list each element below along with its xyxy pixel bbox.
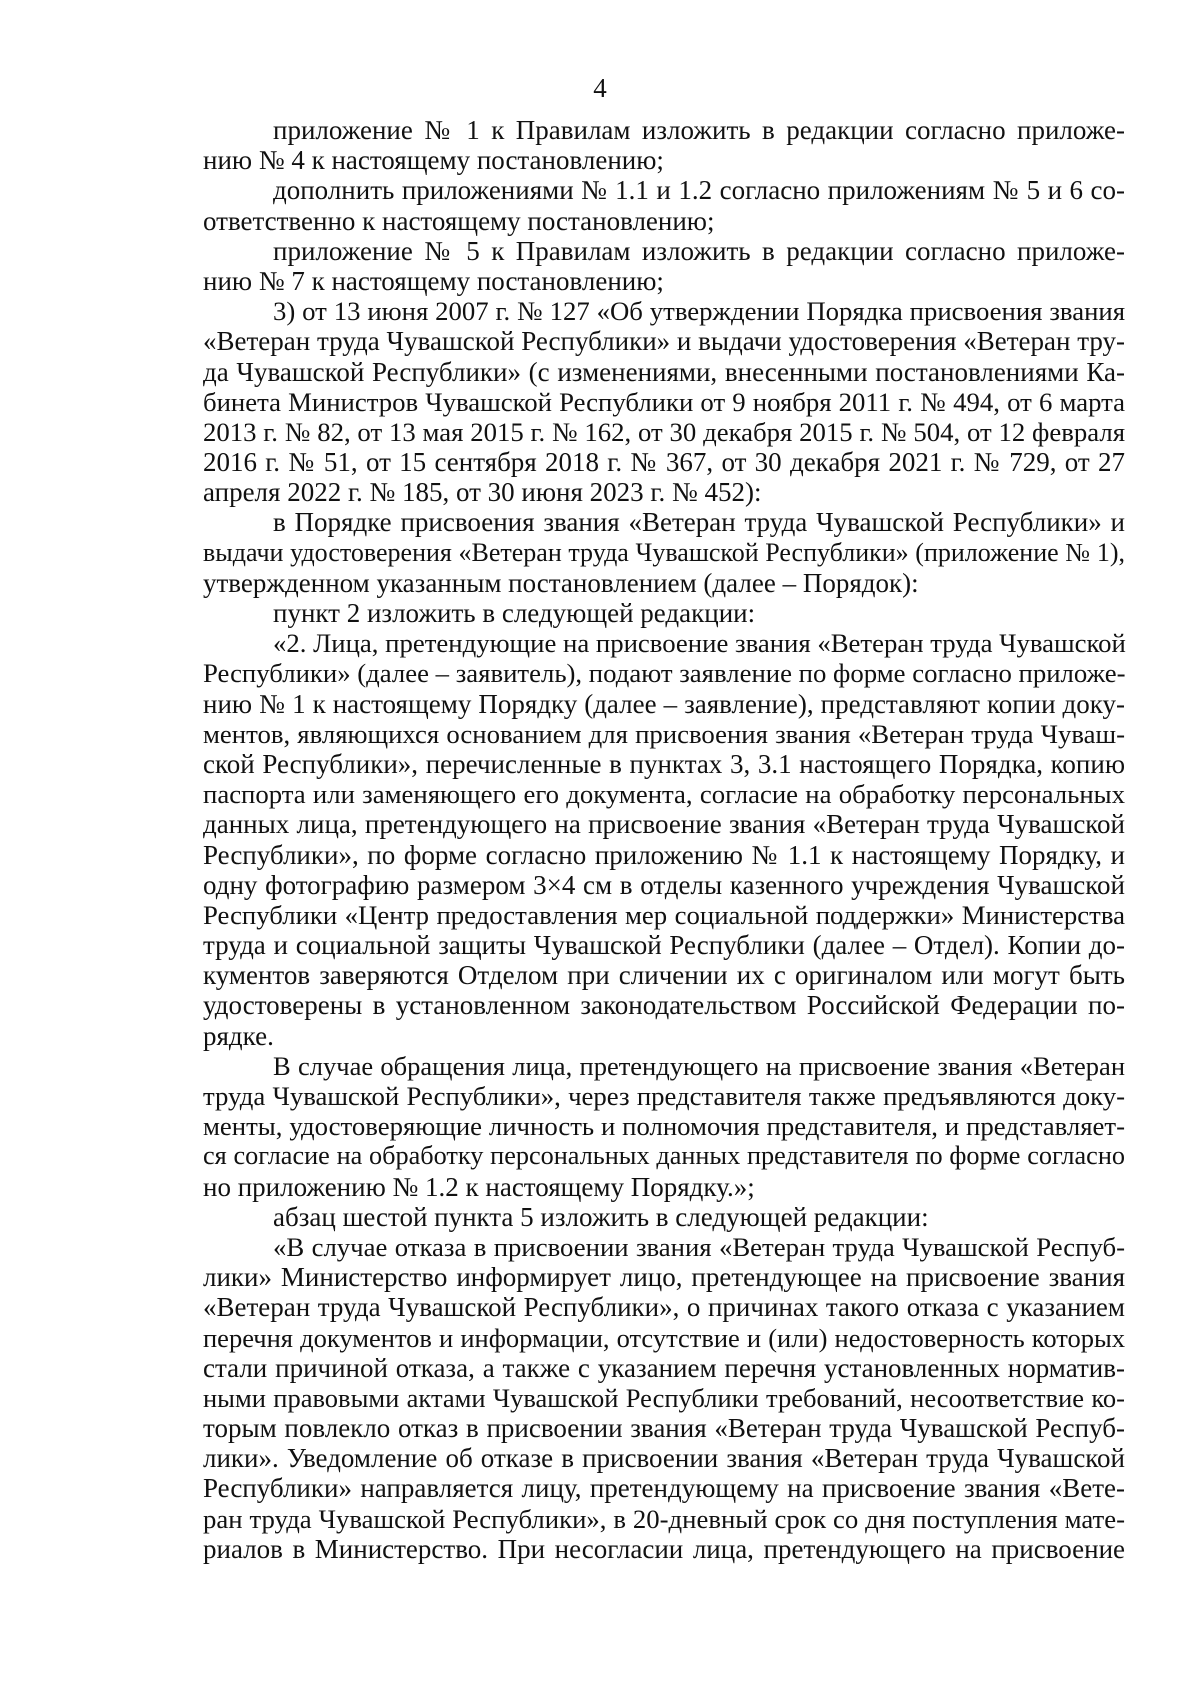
- text-line: 3) от 13 июня 2007 г. № 127 «Об утверждении Порядка присвоения звания: [273, 296, 1125, 327]
- text-line: Республики «Центр предоставления мер социальной поддержки» Министерства: [203, 899, 1125, 930]
- text-line: выдачи удостоверения «Ветеран труда Чувашской Республики» (приложение № 1),: [203, 537, 1125, 567]
- text-line: рядке.: [203, 1020, 274, 1051]
- text-line: в Порядке присвоения звания «Ветеран труда Чувашской Республики» и: [273, 507, 1125, 538]
- text-line: ся согласие на обработку персональных данных представителя по форме согласно: [203, 1141, 1125, 1171]
- text-line: утвержденном указанным постановлением (далее – Порядок):: [203, 567, 919, 598]
- text-line: «В случае отказа в присвоении звания «Ветеран труда Чувашской Респуб-: [273, 1231, 1125, 1262]
- text-line: Республики», по форме согласно приложению № 1.1 к настоящему Порядку, и: [203, 839, 1125, 870]
- text-line: труда Чувашской Республики», через представителя также предъявляются доку-: [203, 1081, 1125, 1111]
- text-line: В случае обращения лица, претендующего на присвоение звания «Ветеран: [273, 1050, 1125, 1081]
- text-line: бинета Министров Чувашской Республики от 9 ноября 2011 г. № 494, от 6 марта: [203, 386, 1125, 417]
- text-line: ской Республики», перечисленные в пунктах 3, 3.1 настоящего Порядка, копию: [203, 748, 1125, 779]
- text-line: приложение № 5 к Правилам изложить в редакции согласно приложе-: [273, 235, 1125, 266]
- text-line: приложение № 1 к Правилам изложить в редакции согласно приложе-: [273, 115, 1125, 145]
- text-line: абзац шестой пункта 5 изложить в следующей редакции:: [273, 1201, 929, 1232]
- text-line: риалов в Министерство. При несогласии лица, претендующего на присвоение: [203, 1533, 1125, 1564]
- text-line: да Чувашской Республики» (с изменениями, внесенными постановлениями Ка-: [203, 356, 1125, 387]
- text-line: торым повлекло отказ в присвоении звания «Ветеран труда Чувашской Респуб-: [203, 1413, 1125, 1444]
- text-line: Республики» (далее – заявитель), подают заявление по форме согласно приложе-: [203, 658, 1126, 689]
- text-line: ответственно к настоящему постановлению;: [203, 205, 715, 236]
- text-line: «2. Лица, претендующие на присвоение звания «Ветеран труда Чувашской: [273, 628, 1126, 659]
- text-line: менты, удостоверяющие личность и полномочия представителя, и представляет-: [203, 1111, 1125, 1142]
- page-number: 4: [593, 73, 607, 103]
- text-line: пункт 2 изложить в следующей редакции:: [273, 598, 756, 628]
- text-line: одну фотографию размером 3×4 см в отделы казенного учреждения Чувашской: [203, 869, 1125, 900]
- text-line: стали причиной отказа, а также с указанием перечня установленных норматив-: [203, 1352, 1125, 1383]
- text-line: перечня документов и информации, отсутствие и (или) недостоверность которых: [203, 1322, 1125, 1353]
- text-line: 2013 г. № 82, от 13 мая 2015 г. № 162, от 30 декабря 2015 г. № 504, от 12 февраля: [203, 416, 1125, 447]
- text-line: ными правовыми актами Чувашской Республики требований, несоответствие ко-: [203, 1382, 1125, 1413]
- text-line: нию № 1 к настоящему Порядку (далее – заявление), представляют копии доку-: [203, 688, 1125, 719]
- text-line: кументов заверяются Отделом при сличении их с оригиналом или могут быть: [203, 960, 1125, 991]
- text-line: данных лица, претендующего на присвоение звания «Ветеран труда Чувашской: [203, 809, 1125, 840]
- text-line: труда и социальной защиты Чувашской Республики (далее – Отдел). Копии до-: [203, 930, 1125, 961]
- text-line: лики» Министерство информирует лицо, претендующее на присвоение звания: [203, 1262, 1125, 1293]
- text-line: лики». Уведомление об отказе в присвоении звания «Ветеран труда Чувашской: [203, 1443, 1125, 1474]
- text-line: 2016 г. № 51, от 15 сентября 2018 г. № 367, от 30 декабря 2021 г. № 729, от 27: [203, 447, 1125, 478]
- text-line: но приложению № 1.2 к настоящему Порядку.»;: [203, 1171, 755, 1202]
- document-body: [203, 115, 1125, 1564]
- text-line: «Ветеран труда Чувашской Республики» и выдачи удостоверения «Ветеран тру-: [203, 326, 1125, 357]
- text-line: нию № 4 к настоящему постановлению;: [203, 145, 664, 176]
- text-line: удостоверены в установленном законодательством Российской Федерации по-: [203, 990, 1125, 1021]
- text-line: паспорта или заменяющего его документа, согласие на обработку персональных: [203, 779, 1125, 810]
- text-line: «Ветеран труда Чувашской Республики», о причинах такого отказа с указанием: [203, 1292, 1125, 1323]
- text-line: апреля 2022 г. № 185, от 30 июня 2023 г. № 452):: [203, 477, 762, 508]
- text-line: нию № 7 к настоящему постановлению;: [203, 265, 664, 296]
- text-line: ментов, являющихся основанием для присвоения звания «Ветеран труда Чуваш-: [203, 718, 1125, 749]
- text-line: дополнить приложениями № 1.1 и 1.2 согласно приложениям № 5 и 6 со-: [273, 175, 1125, 206]
- text-line: ран труда Чувашской Республики», в 20-дневный срок со дня поступления мате-: [203, 1503, 1125, 1534]
- text-line: Республики» направляется лицу, претендующему на присвоение звания «Вете-: [203, 1473, 1125, 1504]
